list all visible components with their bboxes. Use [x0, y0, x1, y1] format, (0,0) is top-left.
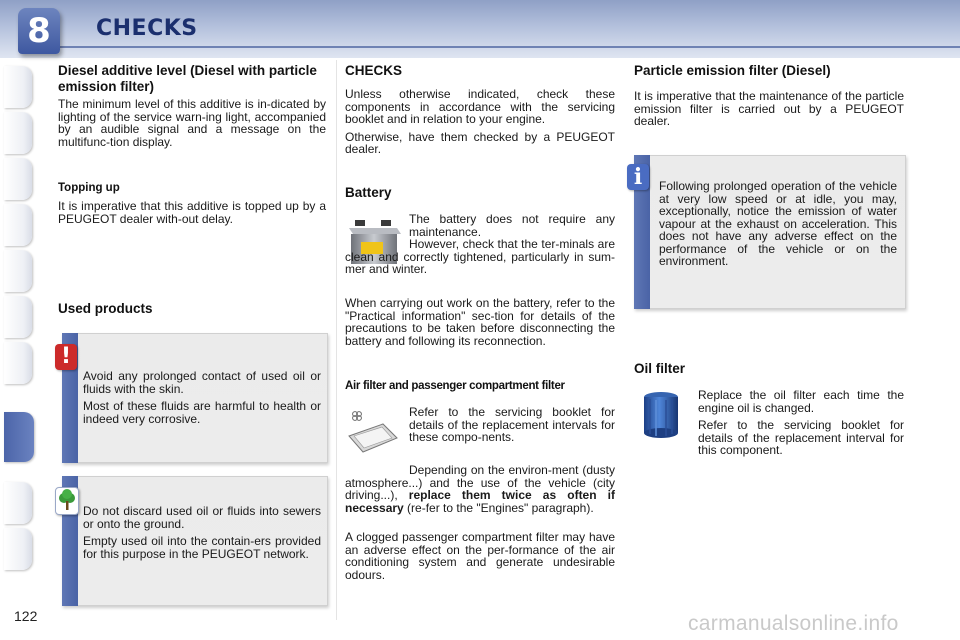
side-tab[interactable]	[4, 342, 32, 384]
tree-icon	[55, 487, 79, 515]
column-divider	[336, 60, 337, 620]
oil-filter-text-2: Refer to the servicing booklet for details of the replacement interval for this component.	[698, 418, 904, 457]
battery-text-2: However, check that the ter-minals are clean and correctly tightened, particularly in sum-mer and winter.	[345, 237, 615, 276]
oil-filter-icon	[640, 390, 682, 440]
environment-text-1: Do not discard used oil or fluids into sewers or onto the ground.	[83, 504, 321, 531]
oil-filter-heading: Oil filter	[634, 361, 686, 376]
warning-text-1: Avoid any prolonged contact of used oil or fluids with the skin.	[83, 369, 321, 396]
air-filter-text-2: Depending on the environ-ment (dusty atmosphere...) and the use of the vehicle (city driving...), replace them twice as often if necessary (re-fer to the "Engines" paragraph).	[345, 463, 615, 515]
side-tab[interactable]	[4, 112, 32, 154]
side-tab[interactable]	[4, 204, 32, 246]
diesel-additive-text: The minimum level of this additive is in-dicated by lighting of the service warn-ing light, accompanied by an audible signal and a message on the multifunc-tion display.	[58, 97, 326, 149]
page-header	[0, 0, 960, 58]
page-title: CHECKS	[96, 16, 198, 41]
chapter-side-tabs	[0, 62, 34, 582]
particle-filter-text: It is imperative that the maintenance of the particle emission filter is carried out by a PEUGEOT dealer.	[634, 89, 904, 128]
oil-filter-text-1: Replace the oil filter each time the engine oil is changed.	[698, 388, 904, 415]
watermark: carmanualsonline.info	[688, 612, 899, 635]
checks-text-1: Unless otherwise indicated, check these components in accordance with the servicing booklet and in relation to your engine.	[345, 87, 615, 126]
warning-icon: !	[55, 344, 77, 370]
air-filter-emphasis: replace them twice as often if necessary	[345, 488, 615, 515]
battery-heading: Battery	[345, 185, 392, 200]
side-tab[interactable]	[4, 250, 32, 292]
info-note-box	[634, 155, 906, 309]
side-tab-active[interactable]	[4, 412, 34, 462]
air-filter-text-3: A clogged passenger compartment filter may have an adverse effect on the per-formance of the air conditioning system and generate undesirable odours.	[345, 530, 615, 582]
info-icon: i	[627, 164, 649, 190]
topping-up-text: It is imperative that this additive is topped up by a PEUGEOT dealer with-out delay.	[58, 199, 326, 226]
chapter-number-badge: 8	[18, 8, 60, 54]
topping-up-heading: Topping up	[58, 182, 120, 194]
air-filter-icon	[347, 408, 403, 458]
side-tab[interactable]	[4, 158, 32, 200]
checks-text-2: Otherwise, have them checked by a PEUGEOT dealer.	[345, 129, 615, 156]
header-rule	[60, 46, 960, 48]
side-tab[interactable]	[4, 66, 32, 108]
side-tab[interactable]	[4, 296, 32, 338]
side-tab[interactable]	[4, 528, 32, 570]
warning-text-2: Most of these fluids are harmful to health or indeed very corrosive.	[83, 399, 321, 426]
air-filter-text-1: Refer to the servicing booklet for details of the replacement intervals for these compo-nents.	[409, 405, 615, 444]
diesel-additive-heading: Diesel additive level (Diesel with particle emission filter)	[58, 63, 317, 94]
warning-note-box	[62, 333, 328, 463]
page-number: 122	[14, 608, 38, 624]
battery-text-1: The battery does not require any maintenance.	[409, 212, 615, 239]
checks-heading: CHECKS	[345, 63, 403, 78]
air-filter-heading: Air filter and passenger compartment filter	[345, 380, 565, 392]
environment-note-box	[62, 476, 328, 606]
used-products-heading: Used products	[58, 301, 153, 316]
battery-text-3: When carrying out work on the battery, refer to the "Practical information" sec-tion for details of the precautions to be taken before disconnecting the battery and following its reconnection.	[345, 296, 615, 348]
side-tab[interactable]	[4, 482, 32, 524]
particle-filter-heading: Particle emission filter (Diesel)	[634, 63, 831, 78]
environment-text-2: Empty used oil into the contain-ers provided for this purpose in the PEUGEOT network.	[83, 534, 321, 561]
info-text: Following prolonged operation of the vehicle at very low speed or at idle, you may, exceptionally, notice the emission of water vapour at the exhaust on acceleration. This does not have any adverse effect on the performance of the vehicle or on the environment.	[659, 179, 897, 268]
